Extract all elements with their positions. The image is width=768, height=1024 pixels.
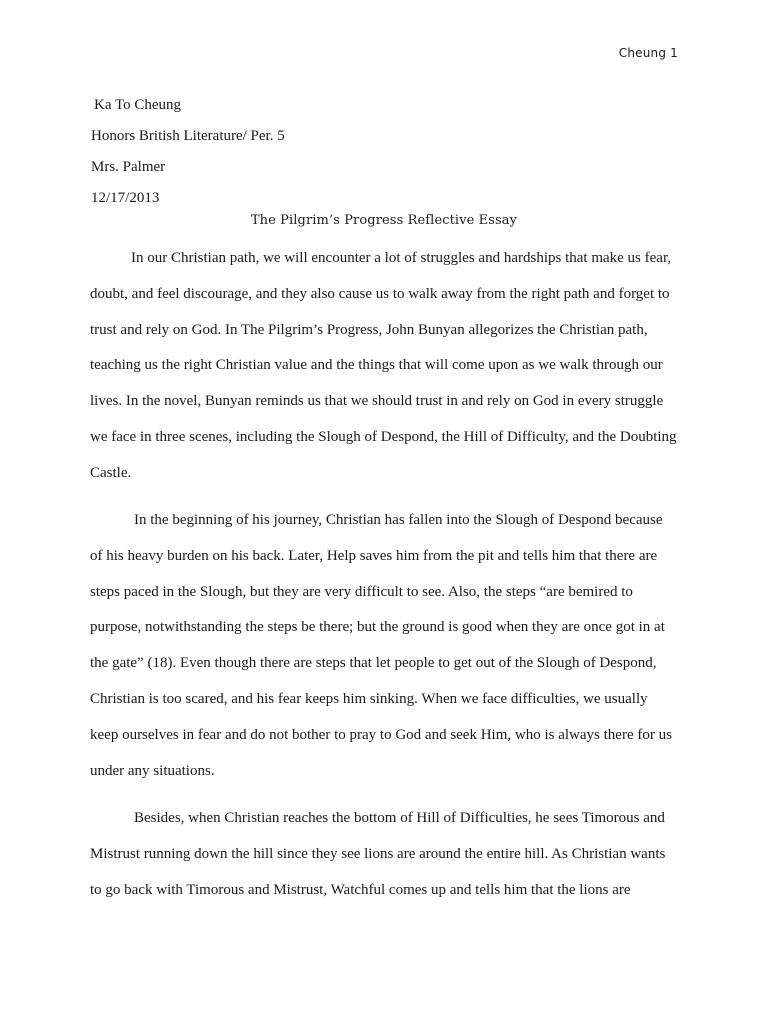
essay-paragraph-2: In the beginning of his journey, Christian has fallen into the Slough of Despond because of his heavy burden on his back. Later, Help saves him from the pit and tells him that there are steps paced in the Slough, but they are very difficult to see. Also, the steps “are bemired to purpose, notwithstanding the steps be there; but the ground is good when they are once got in at the gate” (18). Even though there are steps that let people to get out of the Slough of Despond, Christian is too scared, and his fear keeps him sinking. When we face difficulties, we usually keep ourselves in fear and do not bother to pray to God and seek Him, who is always there for us under any situations. bbox=[90, 512, 672, 779]
teacher-name: Mrs. Palmer bbox=[91, 159, 166, 175]
essay-paragraph-3: Besides, when Christian reaches the bottom of Hill of Difficulties, he sees Timorous and Mistrust running down the hill since they see lions are around the entire hill. As Christian wants to go back with Timorous and Mistrust, Watchful comes up and tells him that the lions are bbox=[90, 810, 666, 898]
mla-heading bbox=[91, 90, 691, 214]
course-name: Honors British Literature/ Per. 5 bbox=[91, 128, 285, 144]
running-header: Cheung 1 bbox=[618, 46, 678, 60]
essay-paragraph-1: In our Christian path, we will encounter a lot of struggles and hardships that make us fear, doubt, and feel discourage, and they also cause us to walk away from the right path and forget to trust and rely on God. In The Pilgrim’s Progress, John Bunyan allegorizes the Christian path, teaching us the right Christian value and the things that will come upon as we walk through our lives. In the novel, Bunyan reminds us that we should trust in and rely on God in every struggle we face in three scenes, including the Slough of Despond, the Hill of Difficulty, and the Doubting Castle. bbox=[90, 250, 677, 481]
essay-title: The Pilgrim’s Progress Reflective Essay bbox=[250, 213, 518, 228]
essay-date: 12/17/2013 bbox=[91, 190, 160, 206]
author-name: Ka To Cheung bbox=[94, 97, 181, 113]
